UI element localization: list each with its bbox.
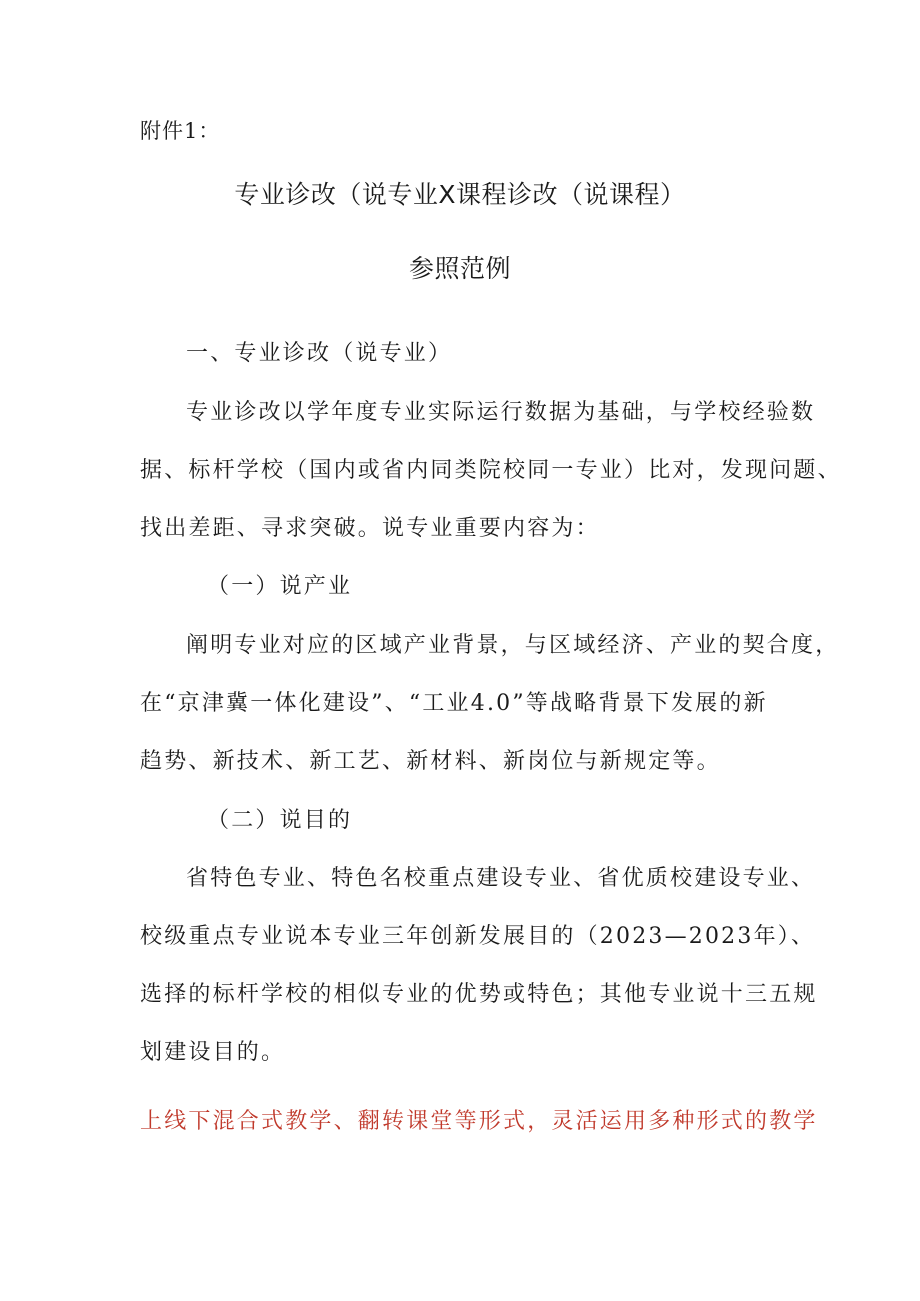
paragraph-line: 划建设目的。 — [140, 1040, 286, 1065]
subsection-heading: （一）说产业 — [207, 574, 353, 599]
attachment-label: 附件1： — [140, 119, 221, 143]
section-heading: 一、专业诊改（说专业） — [186, 341, 453, 366]
paragraph-line: 选择的标杆学校的相似专业的优势或特色；其他专业说十三五规 — [140, 982, 818, 1007]
red-paragraph-line: 上线下混合式教学、翻转课堂等形式，灵活运用多种形式的教学 — [140, 1109, 818, 1134]
paragraph-line: 趋势、新技术、新工艺、新材料、新岗位与新规定等。 — [140, 749, 721, 774]
paragraph-line: 专业诊改以学年度专业实际运行数据为基础，与学校经验数 — [186, 400, 816, 425]
paragraph-line: 在“京津冀一体化建设”、“工业4.0”等战略背景下发展的新 — [140, 691, 768, 716]
subsection-heading: （二）说目的 — [207, 808, 353, 833]
document-title: 专业诊改（说专业X课程诊改（说课程） — [234, 180, 686, 209]
paragraph-line: 阐明专业对应的区域产业背景，与区域经济、产业的契合度， — [186, 633, 840, 658]
paragraph-line: 据、标杆学校（国内或省内同类院校同一专业）比对，发现问题、 — [140, 458, 842, 483]
document-subtitle: 参照范例 — [408, 254, 511, 283]
paragraph-line: 省特色专业、特色名校重点建设专业、省优质校建设专业、 — [186, 866, 816, 891]
paragraph-line: 校级重点专业说本专业三年创新发展目的（2023—2023年）、 — [140, 924, 816, 949]
paragraph-line: 找出差距、寻求突破。说专业重要内容为： — [140, 516, 600, 541]
